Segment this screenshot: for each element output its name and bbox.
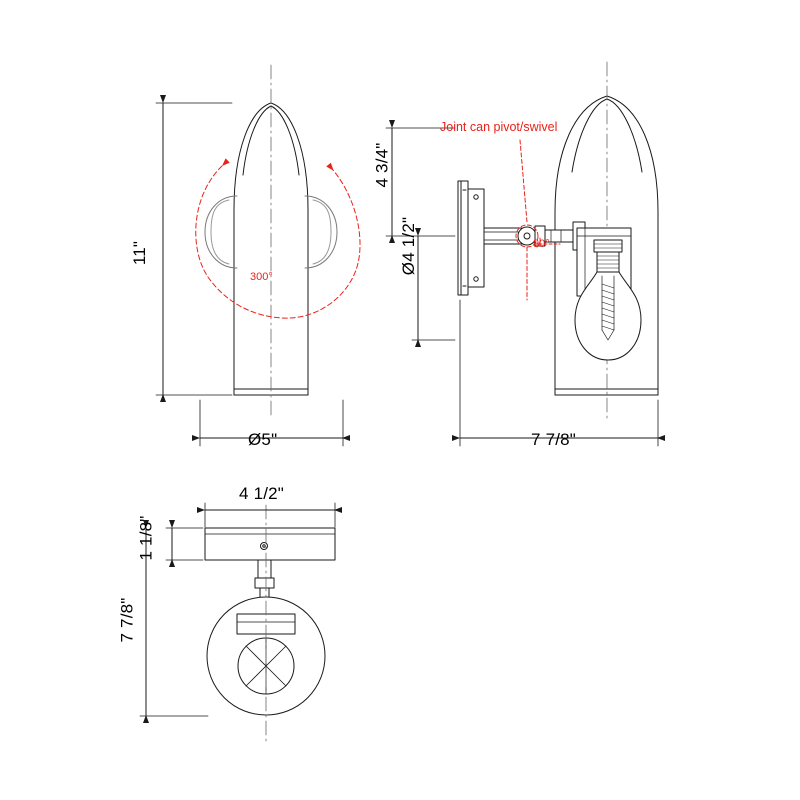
front-view-height-dimension [156,103,232,395]
pivot-note-label: Joint can pivot/swivel [440,120,558,134]
top-view-backplate-depth-dimension [166,528,203,560]
front-view-height-label: 11" [130,240,150,266]
front-view-geometry [205,65,337,418]
side-view-backplate-height-dimension [386,128,455,236]
pivot-angle-label: 90° [533,238,550,250]
top-view-geometry [205,505,335,742]
top-view-width-label: 4 1/2" [239,484,285,503]
front-view-width-label: Ø5" [248,430,278,449]
front-view-rotation-label: 300° [250,271,273,283]
side-view-shade-diameter-dimension [386,236,455,340]
side-view-projection-label: 7 7/8" [531,430,577,449]
side-view-shade-diameter-label: Ø4 1/2" [399,216,419,276]
top-view-backplate-depth-label: 1 1/8" [136,515,156,561]
side-view-geometry [458,62,658,420]
pivot-annotation [516,140,560,300]
top-view-overall-depth-label: 7 7/8" [117,597,137,643]
side-view-backplate-height-label: 4 3/4" [372,142,392,188]
top-view-width-dimension [205,503,335,527]
